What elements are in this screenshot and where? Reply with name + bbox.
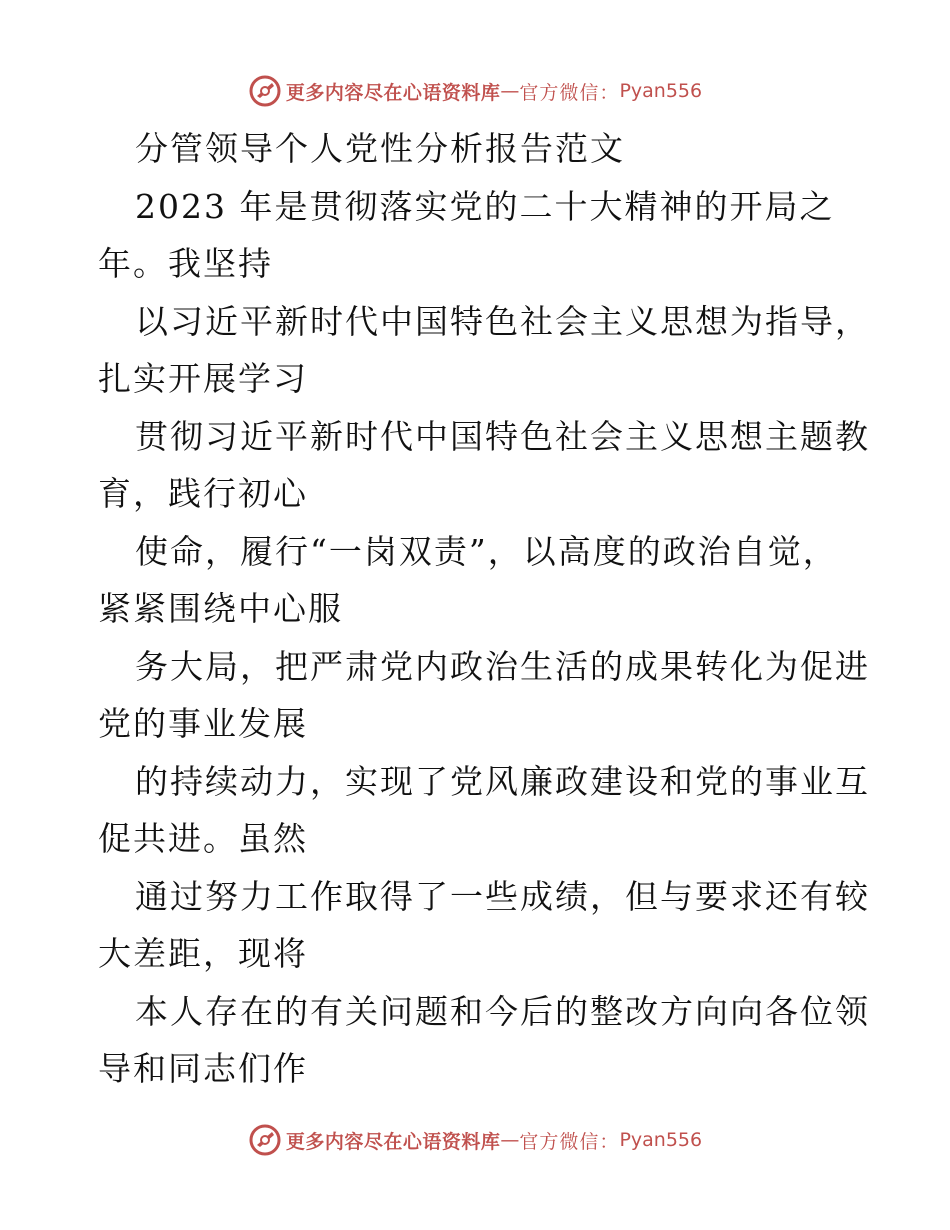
text-line: 促共进。虽然 [98,819,308,858]
library-logo-icon [248,1123,282,1157]
text-line: 的持续动力，实现了党风廉政建设和党的事业互 [135,761,870,801]
banner-wechat-label: 官方微信： [519,81,620,104]
text-line: 育，践行初心 [98,474,308,513]
banner-wechat-id: Pyan556 [619,1129,703,1151]
text-line: 以习近平新时代中国特色社会主义思想为指导， [135,301,870,341]
banner-wechat-id: Pyan556 [619,80,703,102]
text-line: 务大局，把严肃党内政治生活的成果转化为促进 [135,646,870,686]
footer-watermark-banner [0,1120,950,1160]
banner-dash: — [500,1129,520,1151]
text-line: 2023 年是贯彻落实党的二十大精神的开局之 [135,186,835,226]
text-line: 通过努力工作取得了一些成绩，但与要求还有较 [135,876,870,916]
text-line: 导和同志们作 [98,1049,308,1088]
document-title: 分管领导个人党性分析报告范文 [135,129,625,168]
text-line: 党的事业发展 [98,704,308,743]
banner-wechat-label: 官方微信： [519,1130,620,1153]
text-line: 紧紧围绕中心服 [98,589,343,628]
text-line: 贯彻习近平新时代中国特色社会主义思想主题教 [135,416,870,456]
document-body [98,120,870,1098]
text-line: 使命，履行“一岗双责”，以高度的政治自觉， [135,531,838,571]
text-line: 扎实开展学习 [98,359,308,398]
text-line: 本人存在的有关问题和今后的整改方向向各位领 [135,991,870,1031]
library-logo-icon [248,74,282,108]
banner-library-text: 更多内容尽在心语资料库 [285,81,501,104]
text-line: 大差距，现将 [98,934,308,973]
banner-library-text: 更多内容尽在心语资料库 [285,1130,501,1153]
text-line: 年。我坚持 [98,244,273,283]
banner-dash: — [500,80,520,102]
header-watermark-banner [0,71,950,111]
